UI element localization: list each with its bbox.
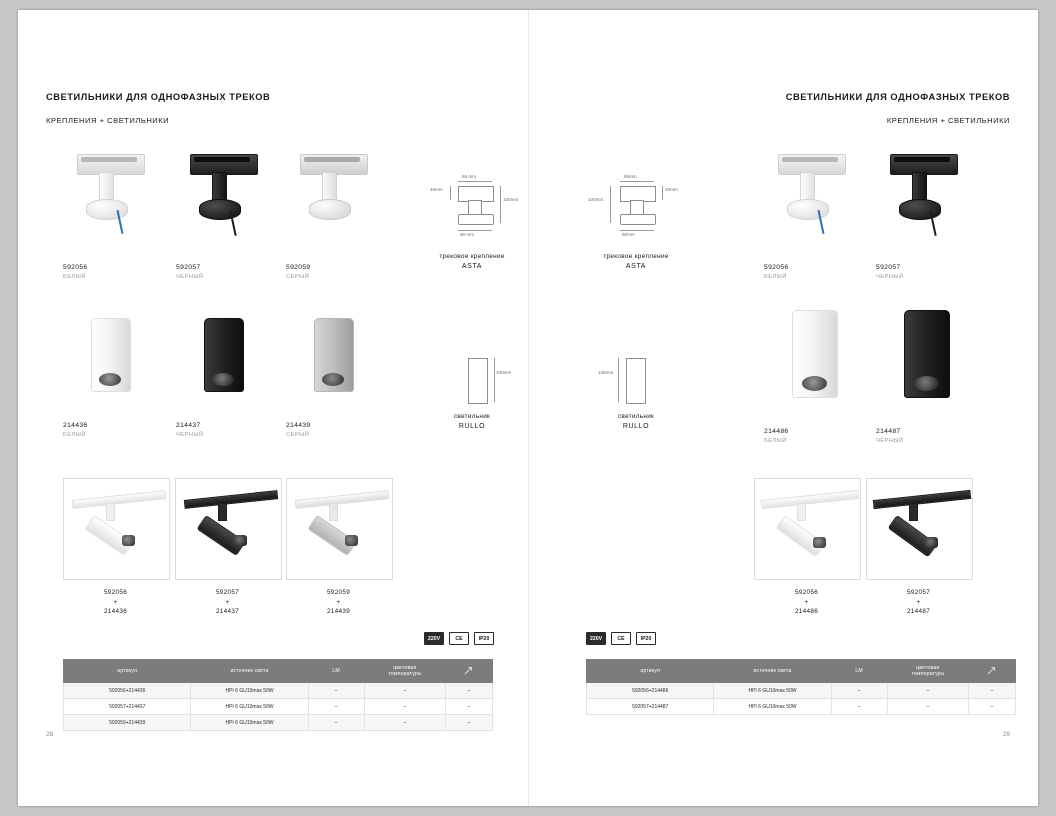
table-header-row [587, 660, 1016, 683]
product-code: 592057 [176, 264, 201, 271]
assembly-photo-black [866, 478, 973, 580]
code-top: 592056 [103, 589, 128, 596]
table-row [64, 683, 493, 699]
lamp-illustration-white [764, 302, 864, 406]
lamp-illustration-black [176, 310, 268, 400]
product-color: ЧЕРНЫЙ [176, 432, 204, 438]
cell-beam-angle: – [445, 683, 492, 699]
col-article: артикул [64, 660, 191, 683]
cell-color-temp: – [364, 683, 445, 699]
assembly-caption-white [63, 588, 168, 617]
dim-bottom: 90 mm [460, 232, 475, 237]
adapter-dimension-drawing [586, 172, 686, 272]
table-header-row [64, 660, 493, 683]
dim-top: 65 mm [462, 174, 477, 179]
product-color: СЕРЫЙ [286, 432, 310, 438]
cell-lm: – [308, 715, 364, 731]
col-light-source: источник света [714, 660, 831, 683]
dim-left: 145mm [598, 370, 614, 375]
product-adapter-grey [286, 144, 378, 280]
table-row [587, 699, 1016, 715]
spec-table-left [63, 659, 493, 731]
col-light-source: источник света [191, 660, 308, 683]
code-bottom: 214487 [906, 608, 931, 616]
spec-table-right [586, 659, 1016, 715]
plus-sign: + [804, 598, 809, 606]
lamp-illustration-black [876, 302, 976, 406]
assembly-photo-white [63, 478, 170, 580]
dim-right: 100mm [496, 370, 512, 375]
cell-beam-angle: – [968, 683, 1015, 699]
cell-color-temp: – [887, 683, 968, 699]
table-row [64, 699, 493, 715]
adapter-illustration-black [876, 144, 968, 236]
code-top: 592059 [326, 589, 351, 596]
col-lm: LM [831, 660, 887, 683]
code-bottom: 214439 [326, 608, 351, 616]
table-row [587, 683, 1016, 699]
cell-article: 592056+214486 [587, 683, 714, 699]
assembly-photo-black [175, 478, 282, 580]
badge-voltage: 220V [586, 632, 606, 645]
cell-light-source: HPI 6 GU10max 50W [714, 699, 831, 715]
badge-voltage: 220V [424, 632, 444, 645]
cell-beam-angle: – [445, 715, 492, 731]
product-adapter-black [176, 144, 268, 280]
drawing-caption-line2: RULLO [458, 422, 486, 430]
cell-light-source: HPI 6 GU10max 50W [191, 683, 308, 699]
code-top: 592057 [906, 589, 931, 596]
product-color: ЧЕРНЫЙ [876, 438, 904, 444]
product-code: 214436 [63, 422, 88, 429]
cell-beam-angle: – [968, 699, 1015, 715]
drawing-caption-line1: светильник [453, 413, 491, 420]
cell-color-temp: – [887, 699, 968, 715]
dim-bottom: 90mm [622, 232, 635, 237]
page-number-right: 29 [1002, 731, 1010, 738]
product-adapter-black [876, 144, 968, 280]
product-color: БЕЛЫЙ [63, 274, 86, 280]
assembly-caption-black [866, 588, 971, 617]
cell-color-temp: – [364, 715, 445, 731]
page-left [18, 10, 528, 806]
product-color: ЧЕРНЫЙ [876, 274, 904, 280]
drawing-caption-line2: ASTA [625, 262, 647, 270]
product-lamp-black [876, 302, 976, 444]
adapter-illustration-white [63, 144, 155, 236]
catalog-spread [18, 10, 1038, 806]
page-title: СВЕТИЛЬНИКИ ДЛЯ ОДНОФАЗНЫХ ТРЕКОВ [46, 92, 271, 102]
code-top: 592057 [215, 589, 240, 596]
lamp-dimension-drawing [422, 350, 522, 432]
col-beam-angle-icon [445, 660, 492, 683]
product-adapter-white [764, 144, 856, 280]
cell-lm: – [831, 683, 887, 699]
code-top: 592056 [794, 589, 819, 596]
beam-angle-icon [464, 666, 473, 675]
plus-sign: + [336, 598, 341, 606]
page-right [528, 10, 1038, 806]
product-code: 592056 [764, 264, 789, 271]
drawing-caption-line2: RULLO [622, 422, 650, 430]
col-lm: LM [308, 660, 364, 683]
adapter-illustration-black [176, 144, 268, 236]
lamp-illustration-grey [286, 310, 378, 400]
col-color-temp: цветовая температура [364, 660, 445, 683]
adapter-dimension-drawing [422, 172, 522, 272]
drawing-caption-line1: светильник [617, 413, 655, 420]
cell-lm: – [831, 699, 887, 715]
cell-beam-angle: – [445, 699, 492, 715]
drawing-caption-line1: трековое крепление [603, 253, 669, 260]
code-bottom: 214437 [215, 608, 240, 616]
code-bottom: 214486 [794, 608, 819, 616]
badge-ce: CE [449, 632, 469, 645]
cell-lm: – [308, 699, 364, 715]
product-lamp-black [176, 310, 268, 438]
cell-article: 592057+214487 [587, 699, 714, 715]
cell-article: 592056+214436 [64, 683, 191, 699]
certification-badges [424, 632, 494, 645]
col-beam-angle-icon [968, 660, 1015, 683]
drawing-caption-line1: трековое крепление [439, 253, 505, 260]
badge-ce: CE [611, 632, 631, 645]
cell-article: 592059+214439 [64, 715, 191, 731]
product-code: 214439 [286, 422, 311, 429]
code-bottom: 214436 [103, 608, 128, 616]
product-code: 592057 [876, 264, 901, 271]
product-code: 214487 [876, 428, 901, 435]
certification-badges [586, 632, 656, 645]
table-row [64, 715, 493, 731]
product-lamp-grey [286, 310, 378, 438]
cell-light-source: HPI 6 GU10max 50W [191, 699, 308, 715]
product-code: 214437 [176, 422, 201, 429]
dim-right: 100mm [503, 197, 519, 202]
plus-sign: + [113, 598, 118, 606]
page-subtitle: КРЕПЛЕНИЯ + СВЕТИЛЬНИКИ [886, 116, 1010, 125]
product-lamp-white [764, 302, 864, 444]
cell-color-temp: – [364, 699, 445, 715]
adapter-illustration-grey [286, 144, 378, 236]
cell-lm: – [308, 683, 364, 699]
product-color: СЕРЫЙ [286, 274, 310, 280]
drawing-caption-line2: ASTA [461, 262, 483, 270]
product-color: БЕЛЫЙ [764, 274, 787, 280]
col-article: артикул [587, 660, 714, 683]
lamp-illustration-white [63, 310, 155, 400]
page-number-left: 28 [46, 731, 54, 738]
assembly-photo-grey [286, 478, 393, 580]
assembly-caption-grey [286, 588, 391, 617]
product-color: БЕЛЫЙ [764, 438, 787, 444]
assembly-photo-white [754, 478, 861, 580]
lamp-dimension-drawing [586, 350, 686, 432]
badge-ip: IP20 [636, 632, 656, 645]
dim-left: 40mm [430, 187, 443, 192]
beam-angle-icon [987, 666, 996, 675]
dim-right: 40mm [665, 187, 678, 192]
product-code: 592056 [63, 264, 88, 271]
plus-sign: + [916, 598, 921, 606]
assembly-caption-black [175, 588, 280, 617]
product-adapter-white [63, 144, 155, 280]
product-code: 592059 [286, 264, 311, 271]
dim-top: 65mm [624, 174, 637, 179]
cell-light-source: HPI 6 GU10max 50W [191, 715, 308, 731]
col-color-temp: цветовая температура [887, 660, 968, 683]
badge-ip: IP20 [474, 632, 494, 645]
product-code: 214486 [764, 428, 789, 435]
cell-article: 592057+214437 [64, 699, 191, 715]
page-title: СВЕТИЛЬНИКИ ДЛЯ ОДНОФАЗНЫХ ТРЕКОВ [785, 92, 1010, 102]
assembly-caption-white [754, 588, 859, 617]
product-lamp-white [63, 310, 155, 438]
adapter-illustration-white [764, 144, 856, 236]
plus-sign: + [225, 598, 230, 606]
dim-left: 100mm [588, 197, 604, 202]
page-subtitle: КРЕПЛЕНИЯ + СВЕТИЛЬНИКИ [46, 116, 170, 125]
product-color: БЕЛЫЙ [63, 432, 86, 438]
cell-light-source: HPI 6 GU10max 50W [714, 683, 831, 699]
product-color: ЧЕРНЫЙ [176, 274, 204, 280]
